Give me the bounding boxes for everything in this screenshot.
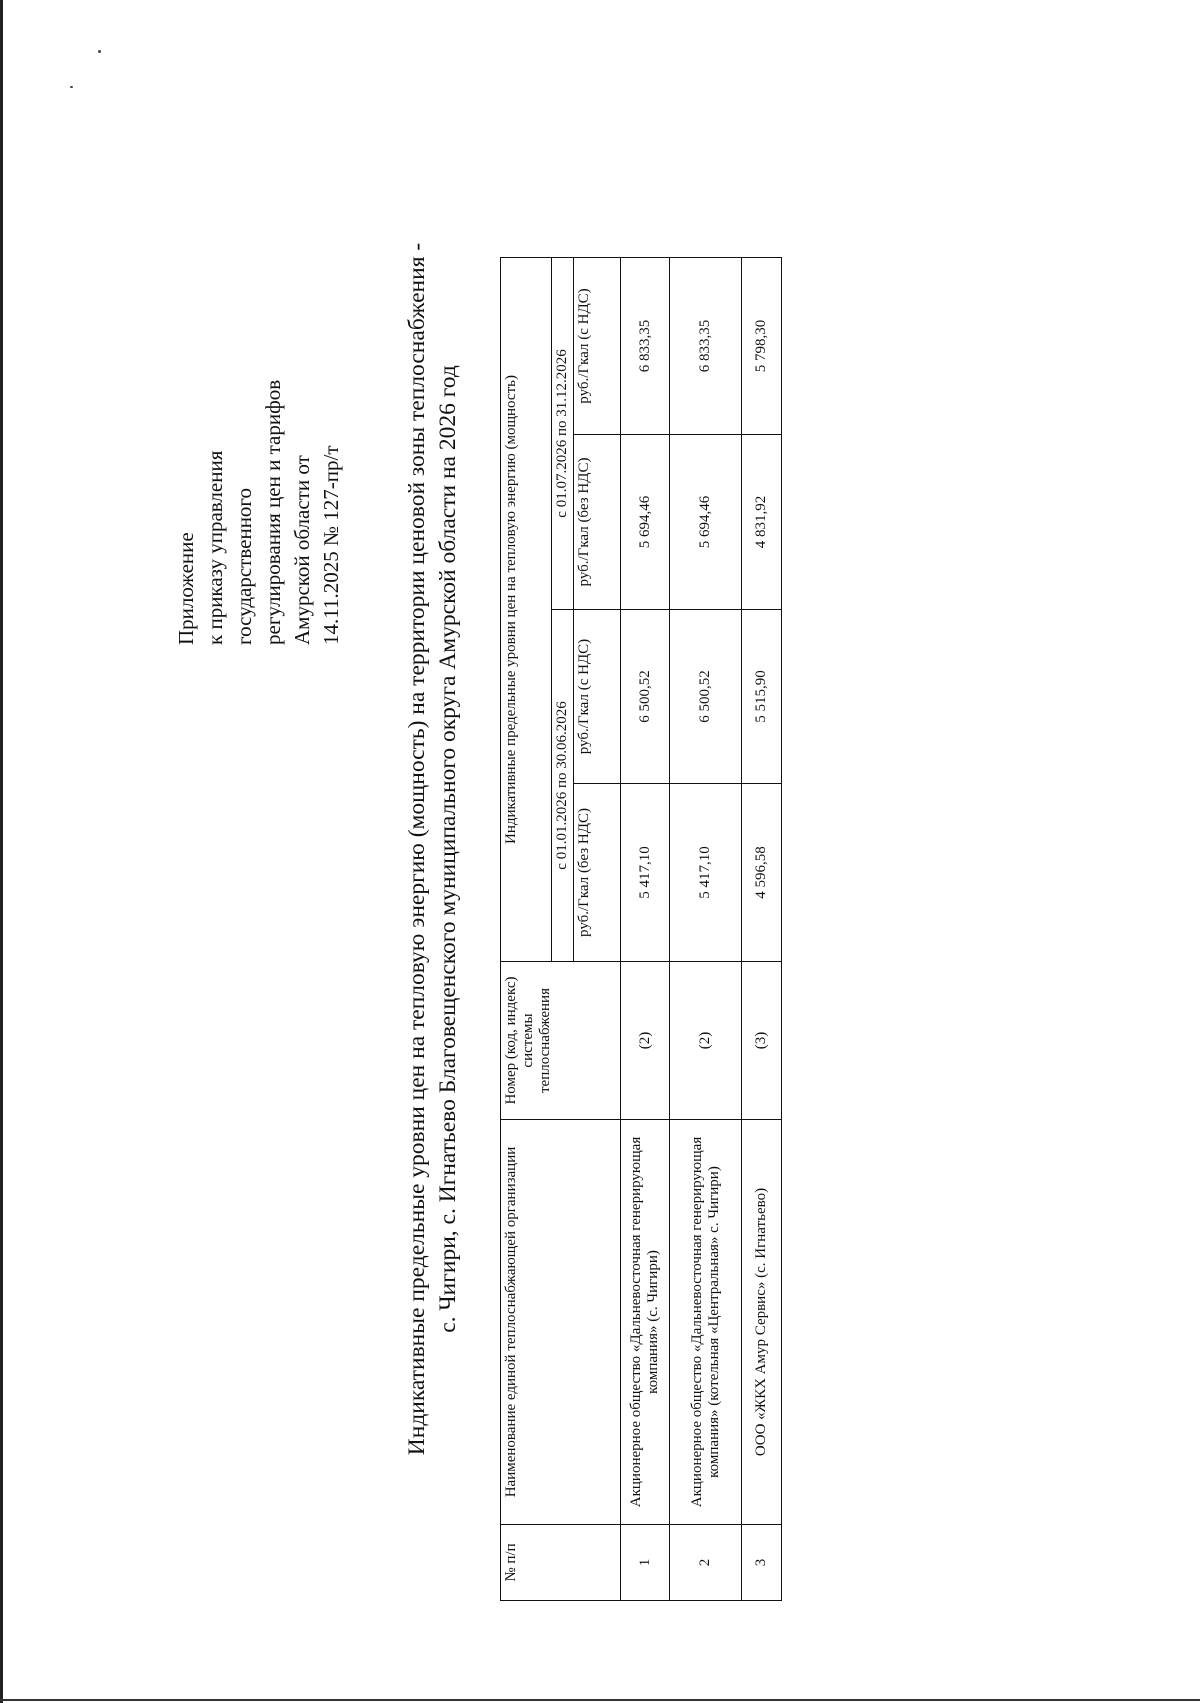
header-unit-vat: руб./Гкал (с НДС)	[574, 258, 621, 435]
annex-line: регулирования цен и тарифов	[261, 379, 285, 645]
cell-p1-vat: 6 500,52	[621, 610, 670, 784]
cell-p1-vat: 5 515,90	[742, 610, 782, 784]
cell-system-code: (2)	[621, 962, 670, 1120]
cell-p2-vat: 5 798,30	[742, 258, 782, 435]
header-period-2: с 01.07.2026 по 31.12.2026	[552, 258, 574, 610]
header-number: № п/п	[501, 1525, 621, 1601]
annex-line: Амурской области от	[290, 455, 314, 645]
cell-number: 2	[670, 1525, 742, 1601]
table-row	[670, 258, 742, 1601]
annex-line: Приложение	[174, 532, 198, 645]
cell-p2-vat: 6 833,35	[621, 258, 670, 435]
title-line-2: с. Чигири, с. Игнатьево Благовещенского муниципального округа Амурской области на 2026 год	[435, 365, 461, 1333]
cell-p1-no-vat: 5 417,10	[670, 784, 742, 962]
cell-p2-no-vat: 5 694,46	[621, 435, 670, 610]
document-title	[402, 65, 464, 1633]
header-price-levels: Индикативные предельные уровни цен на тепловую энергию (мощность)	[501, 258, 552, 962]
cell-p2-vat: 6 833,35	[670, 258, 742, 435]
cell-organization: ООО «ЖКХ Амур Сервис» (с. Игнатьево)	[742, 1120, 782, 1525]
cell-p2-no-vat: 4 831,92	[742, 435, 782, 610]
cell-organization: Акционерное общество «Дальневосточная генерирующая компания» (котельная «Центральная» с. Чигири)	[670, 1120, 742, 1525]
header-unit-no-vat: руб./Гкал (без НДС)	[574, 435, 621, 610]
header-unit-vat: руб./Гкал (с НДС)	[574, 610, 621, 784]
title-line-1: Индикативные предельные уровни цен на тепловую энергию (мощность) на территории ценовой зоны теплоснабжения -	[404, 242, 430, 1456]
header-unit-no-vat: руб./Гкал (без НДС)	[574, 784, 621, 962]
table-row	[742, 258, 782, 1601]
tariff-table	[500, 257, 782, 1601]
cell-p1-no-vat: 4 596,58	[742, 784, 782, 962]
header-system-code: Номер (код, индекс) системы теплоснабжения	[501, 962, 621, 1120]
annex-line: к приказу управления	[203, 450, 227, 645]
header-organization: Наименование единой теплоснабжающей организации	[501, 1120, 621, 1525]
annex-header	[172, 85, 346, 645]
header-period-1: с 01.01.2026 по 30.06.2026	[552, 610, 574, 962]
cell-system-code: (2)	[670, 962, 742, 1120]
cell-p2-no-vat: 5 694,46	[670, 435, 742, 610]
cell-organization: Акционерное общество «Дальневосточная генерирующая компания» (с. Чигири)	[621, 1120, 670, 1525]
cell-number: 1	[621, 1525, 670, 1601]
annex-line: государственного	[232, 487, 256, 645]
cell-p1-vat: 6 500,52	[670, 610, 742, 784]
table-row	[621, 258, 670, 1601]
cell-number: 3	[742, 1525, 782, 1601]
header-row-group	[501, 258, 552, 1601]
cell-system-code: (3)	[742, 962, 782, 1120]
annex-line: 14.11.2025 № 127-пр/т	[319, 445, 343, 645]
cell-p1-no-vat: 5 417,10	[621, 784, 670, 962]
